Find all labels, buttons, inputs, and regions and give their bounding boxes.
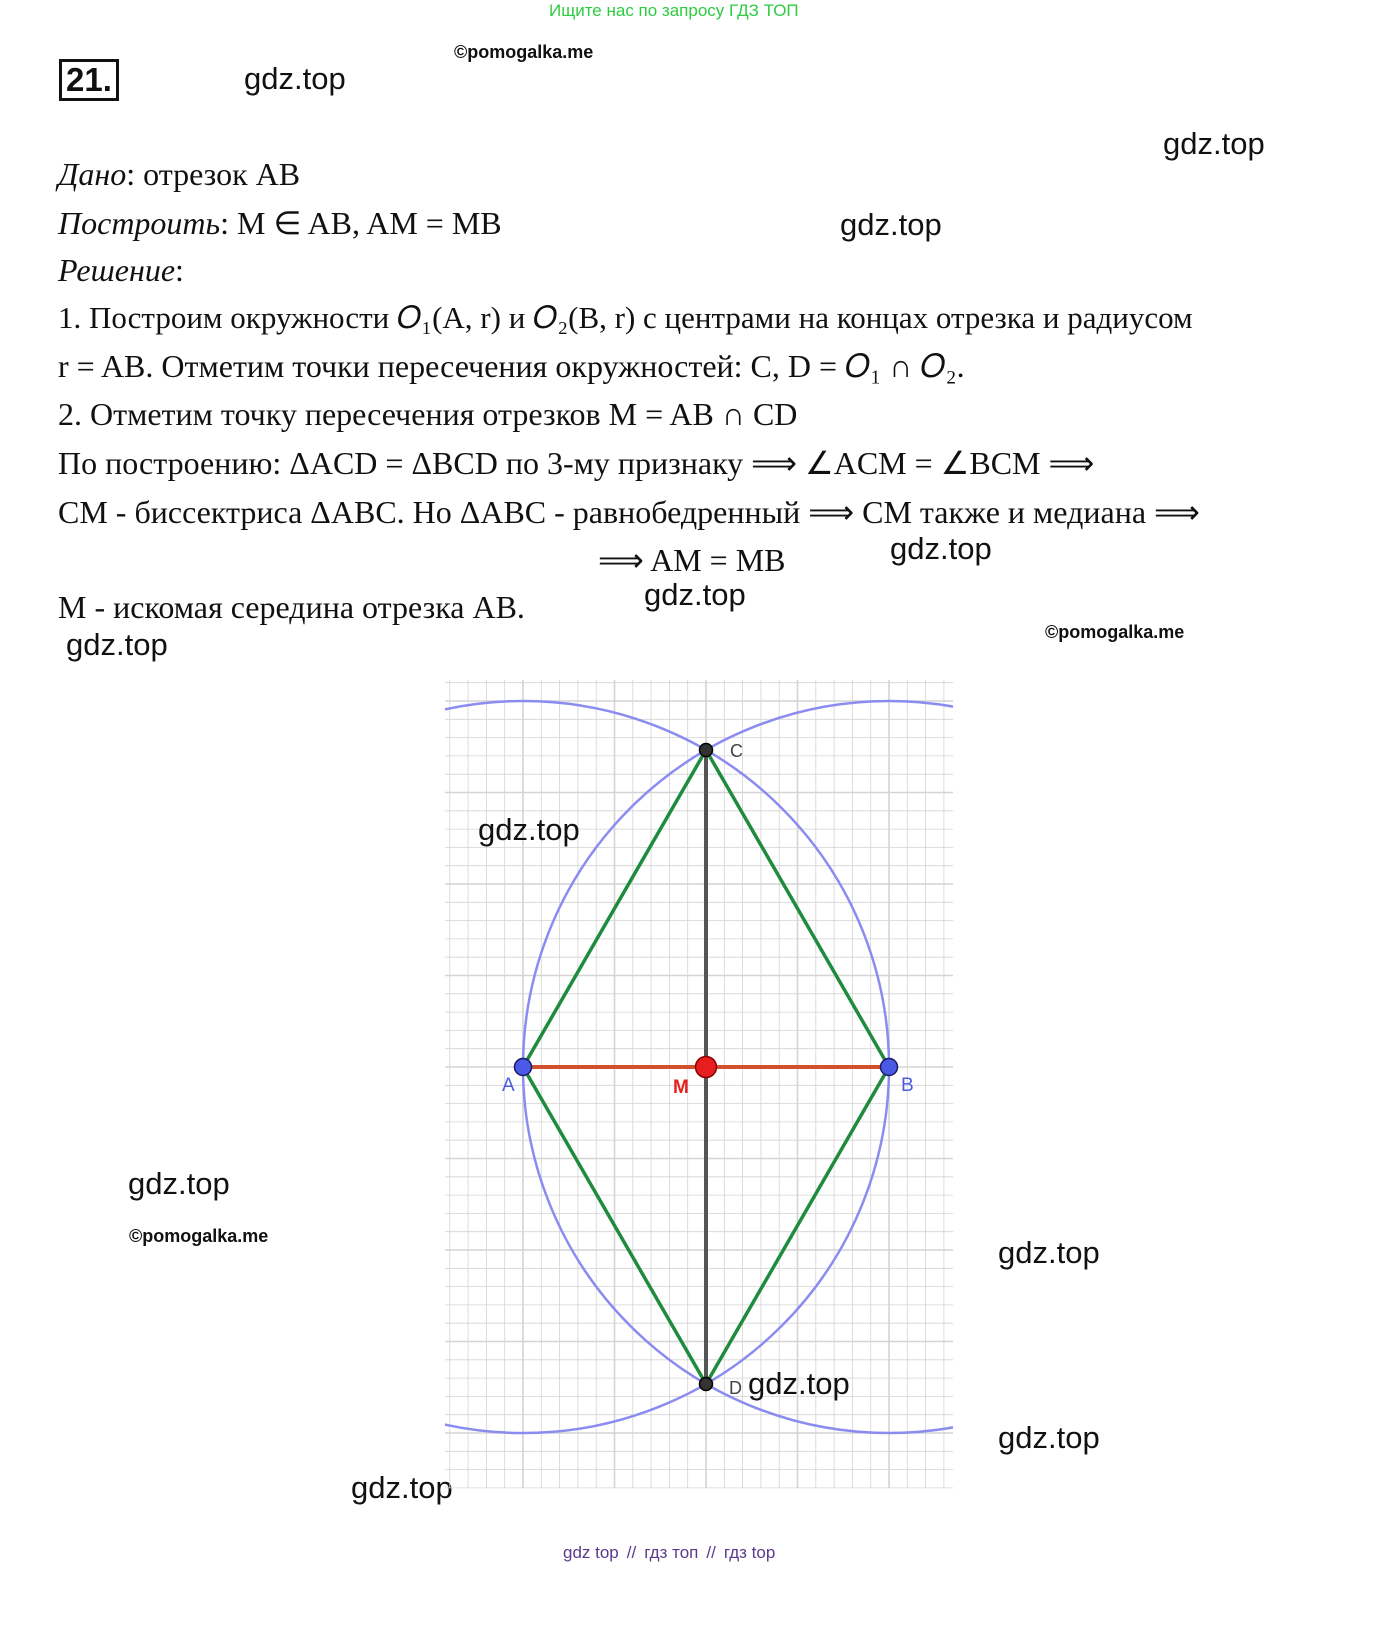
step1-line1: 1. Построим окружности 𝑂₁(A, r) и 𝑂₂(B, r) с центрами на концах отрезка и радиусом <box>58 300 1193 335</box>
footer-separator: // <box>706 1543 716 1562</box>
label-b: B <box>901 1075 914 1096</box>
footer-link-gdz-top-mixed[interactable]: гдз top <box>723 1543 776 1562</box>
proof-line3: ⟹ AM = MB <box>598 542 786 578</box>
label-a: A <box>502 1075 515 1096</box>
watermark-gdz: gdz.top <box>1163 126 1265 161</box>
watermark-gdz: gdz.top <box>244 61 346 96</box>
watermark-gdz: gdz.top <box>128 1166 230 1201</box>
conclusion-line: M - искомая середина отрезка AB. <box>58 589 525 625</box>
point-a <box>515 1059 532 1076</box>
watermark-gdz: gdz.top <box>351 1470 453 1505</box>
step1-line2: r = AB. Отметим точки пересечения окружностей: C, D = 𝑂₁ ∩ 𝑂₂. <box>58 348 965 384</box>
solution-label: Решение <box>58 252 176 288</box>
watermark-copyright: ©pomogalka.me <box>129 1226 269 1246</box>
step2-line: 2. Отметим точку пересечения отрезков M = AB ∩ CD <box>58 396 798 432</box>
point-c <box>700 744 713 757</box>
construct-label: Построить <box>58 205 221 241</box>
footer-link-gdz-top-ru[interactable]: гдз топ <box>644 1543 699 1562</box>
label-c: C <box>730 741 743 761</box>
watermark-gdz: gdz.top <box>840 207 942 242</box>
footer-links <box>563 1543 775 1563</box>
label-m: M <box>673 1077 689 1098</box>
watermark-gdz: gdz.top <box>66 627 168 662</box>
footer-separator: // <box>626 1543 637 1562</box>
footer-link-gdz-top[interactable]: gdz top <box>563 1543 619 1562</box>
proof-line2: CM - биссектриса ΔABC. Но ΔABC - равнобедренный ⟹ CM также и медиана ⟹ <box>58 494 1200 530</box>
watermark-copyright: ©pomogalka.me <box>1045 622 1185 642</box>
watermark-gdz: gdz.top <box>890 531 992 566</box>
watermark-gdz: gdz.top <box>998 1420 1100 1455</box>
point-d <box>700 1378 713 1391</box>
watermark-gdz: gdz.top <box>748 1366 850 1401</box>
construct-value: : M ∈ AB, AM = MB <box>220 205 502 241</box>
solution-colon: : <box>175 252 184 288</box>
top-banner: Ищите нас по запросу ГДЗ ТОП <box>549 1 799 20</box>
grid <box>445 680 953 1488</box>
point-b <box>881 1059 898 1076</box>
watermark-copyright: ©pomogalka.me <box>454 42 594 62</box>
label-d: D <box>729 1378 742 1398</box>
given-label: Дано <box>58 156 127 192</box>
problem-number: 21. <box>59 59 119 101</box>
proof-line1: По построению: ΔACD = ΔBCD по 3-му признаку ⟹ ∠ACM = ∠BCM ⟹ <box>58 445 1095 481</box>
watermark-gdz: gdz.top <box>478 812 580 847</box>
given-value: : отрезок AB <box>126 156 301 192</box>
watermark-gdz: gdz.top <box>644 577 746 612</box>
watermark-gdz: gdz.top <box>998 1235 1100 1270</box>
point-m <box>696 1057 717 1078</box>
